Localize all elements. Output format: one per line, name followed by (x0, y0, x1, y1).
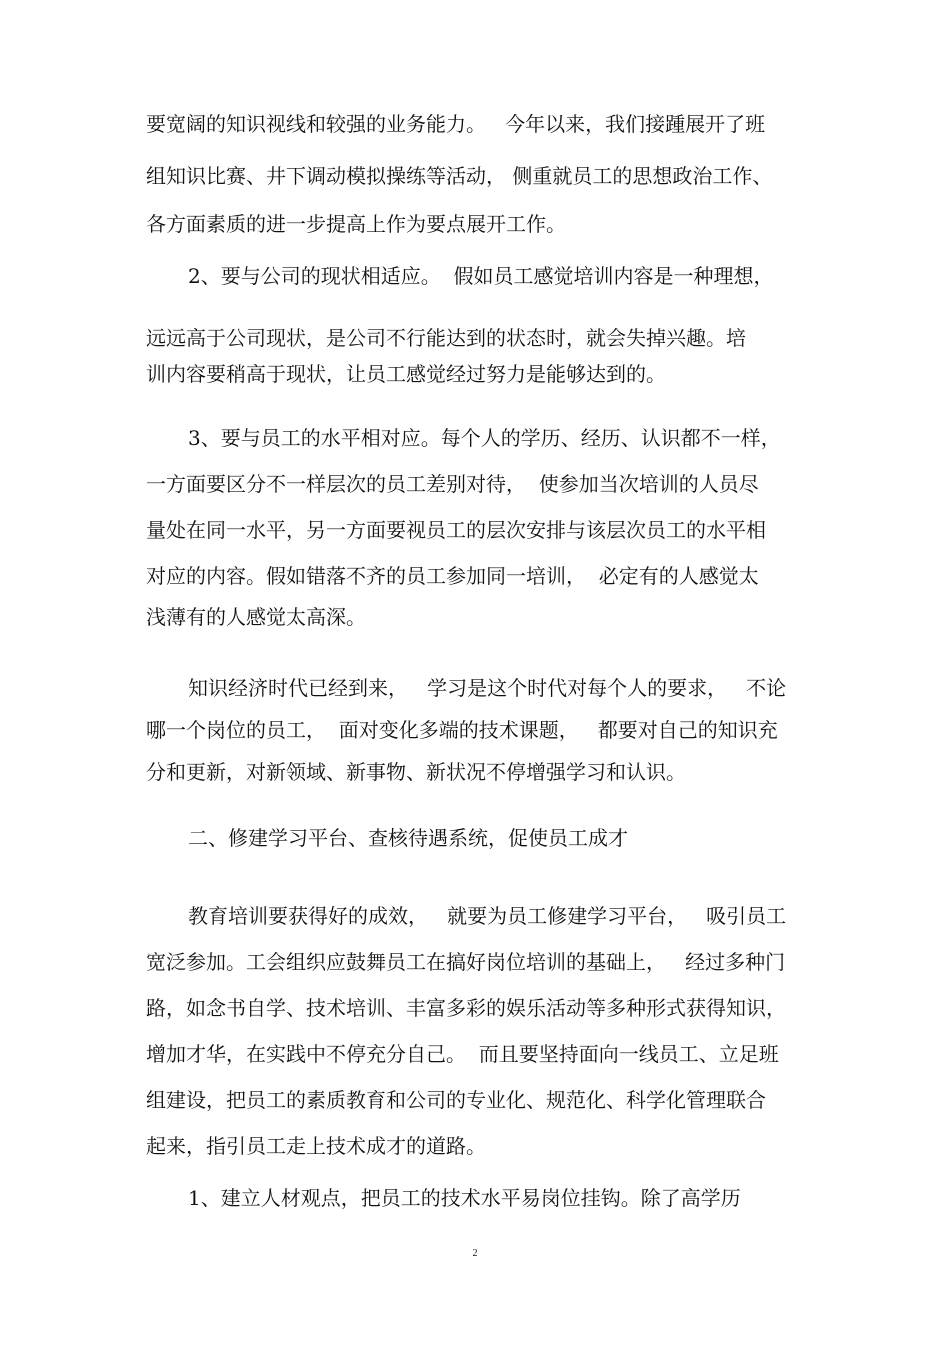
paragraph-line: 宽泛参加。工会组织应鼓舞员工在搞好岗位培训的基础上， 经过多种门 (146, 950, 786, 974)
paragraph-line: 远远高于公司现状，是公司不行能达到的状态时，就会失掉兴趣。培 (146, 326, 746, 350)
paragraph-line: 一方面要区分不一样层次的员工差别对待， 使参加当次培训的人员尽 (146, 472, 759, 496)
paragraph-line: 哪一个岗位的员工， 面对变化多端的技术课题， 都要对自己的知识充 (146, 718, 778, 742)
paragraph-line: 1、建立人材观点，把员工的技术水平易岗位挂钩。除了高学历 (188, 1186, 741, 1210)
paragraph-line: 训内容要稍高于现状，让员工感觉经过努力是能够达到的。 (146, 362, 666, 386)
paragraph-line: 教育培训要获得好的成效， 就要为员工修建学习平台， 吸引员工 (188, 904, 787, 928)
paragraph-line: 要宽阔的知识视线和较强的业务能力。 今年以来，我们接踵展开了班 (146, 112, 766, 136)
paragraph-line: 组知识比赛、井下调动模拟操练等活动， 侧重就员工的思想政治工作、 (146, 164, 773, 188)
page-number: 2 (472, 1248, 478, 1259)
paragraph-line: 3、要与员工的水平相对应。每个人的学历、经历、认识都不一样， (188, 426, 781, 450)
paragraph-line: 各方面素质的进一步提高上作为要点展开工作。 (146, 212, 566, 236)
paragraph-line: 分和更新，对新领域、新事物、新状况不停增强学习和认识。 (146, 760, 686, 784)
paragraph-line: 2、要与公司的现状相适应。 假如员工感觉培训内容是一种理想， (188, 264, 774, 288)
paragraph-line: 知识经济时代已经到来， 学习是这个时代对每个人的要求， 不论 (188, 676, 787, 700)
paragraph-line: 路，如念书自学、技术培训、丰富多彩的娱乐活动等多种形式获得知识， (146, 996, 786, 1020)
paragraph-line: 量处在同一水平，另一方面要视员工的层次安排与该层次员工的水平相 (146, 518, 766, 542)
paragraph-line: 组建设，把员工的素质教育和公司的专业化、规范化、科学化管理联合 (146, 1088, 766, 1112)
paragraph-line: 增加才华，在实践中不停充分自己。 而且要坚持面向一线员工、立足班 (146, 1042, 779, 1066)
paragraph-line: 浅薄有的人感觉太高深。 (146, 605, 366, 629)
paragraph-line: 对应的内容。假如错落不齐的员工参加同一培训， 必定有的人感觉太 (146, 564, 759, 588)
paragraph-line: 起来，指引员工走上技术成才的道路。 (146, 1134, 486, 1158)
section-heading: 二、修建学习平台、查核待遇系统，促使员工成才 (188, 826, 628, 850)
